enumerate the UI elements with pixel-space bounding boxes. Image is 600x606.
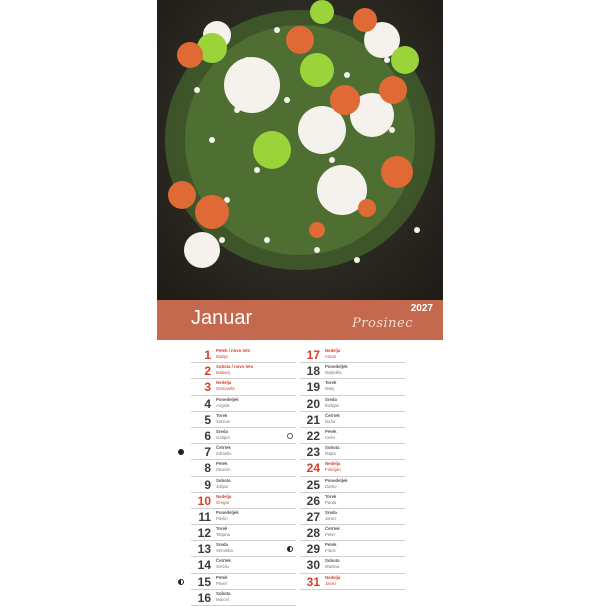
month-banner <box>157 300 443 340</box>
day-row <box>300 444 405 460</box>
day-number: 20 <box>306 396 320 411</box>
day-nameday: Gašper <box>216 434 231 440</box>
day-number: 23 <box>306 445 320 460</box>
day-nameday: Franc <box>325 548 336 554</box>
day-nameday: Marcel <box>216 596 229 602</box>
day-number: 29 <box>306 542 320 557</box>
day-row <box>191 347 296 363</box>
day-row <box>191 509 296 525</box>
day-nameday: Paola <box>325 499 336 505</box>
day-row <box>191 428 296 444</box>
day-row <box>191 396 296 412</box>
day-number: 28 <box>306 526 320 541</box>
day-row <box>191 493 296 509</box>
day-weekday: Sobota / novo leto <box>216 364 254 370</box>
day-nameday: Zdravko <box>216 451 232 457</box>
days-column-left <box>191 347 296 606</box>
day-number: 6 <box>204 428 211 443</box>
day-row <box>300 428 405 444</box>
day-weekday: Četrtek <box>216 445 231 451</box>
day-number: 9 <box>204 477 211 492</box>
day-row <box>300 460 405 476</box>
day-nameday: Srečko <box>216 564 230 570</box>
day-number: 19 <box>306 380 320 395</box>
day-number: 12 <box>197 526 211 541</box>
day-weekday: Sobota <box>325 558 340 564</box>
day-row <box>300 493 405 509</box>
day-number: 25 <box>306 477 320 492</box>
day-row <box>300 412 405 428</box>
day-weekday: Ponedeljek <box>216 509 239 515</box>
day-row <box>191 477 296 493</box>
day-row <box>191 590 296 606</box>
day-number: 13 <box>197 542 211 557</box>
day-number: 7 <box>204 445 211 460</box>
day-weekday: Sobota <box>325 445 340 451</box>
day-nameday: Marija <box>216 354 228 359</box>
day-row <box>191 444 296 460</box>
day-weekday: Sreda <box>325 509 337 515</box>
day-nameday: Simeon <box>216 418 231 424</box>
day-number: 22 <box>306 428 320 443</box>
day-nameday: Julijan <box>216 483 229 489</box>
day-row <box>300 541 405 557</box>
day-row <box>191 525 296 541</box>
day-row <box>191 379 296 395</box>
moon-phase-half-icon <box>178 579 184 585</box>
day-number: 16 <box>197 590 211 605</box>
moon-phase-full-icon <box>287 433 293 439</box>
calendar-page <box>157 0 443 605</box>
month-script-label: Prosinec <box>352 316 413 331</box>
day-row <box>191 574 296 590</box>
day-weekday: Torek <box>325 493 337 499</box>
day-number: 18 <box>306 364 320 379</box>
day-nameday: Veronika <box>216 548 233 554</box>
day-number: 30 <box>306 558 320 573</box>
day-nameday: Celer <box>325 434 336 440</box>
day-number: 10 <box>197 493 211 508</box>
day-row <box>191 557 296 573</box>
day-number: 21 <box>306 412 320 427</box>
day-weekday: Ponedeljek <box>216 396 239 402</box>
day-number: 3 <box>204 380 211 395</box>
day-nameday: Marjetka <box>325 370 342 376</box>
day-nameday: Martina <box>325 564 340 570</box>
day-row <box>300 347 405 363</box>
day-weekday: Četrtek <box>325 412 340 418</box>
bouquet-image <box>157 0 443 300</box>
day-weekday: Četrtek <box>325 526 340 532</box>
day-number: 17 <box>306 348 320 362</box>
day-weekday: Torek <box>325 380 337 386</box>
day-nameday: Rajko <box>325 451 336 457</box>
day-number: 5 <box>204 412 211 427</box>
day-nameday: Felicijan <box>325 467 341 473</box>
day-number: 24 <box>306 461 320 476</box>
month-title: Januar <box>191 307 253 329</box>
day-nameday: Janez <box>325 515 337 521</box>
day-nameday: Pavel <box>216 580 227 586</box>
day-nameday: Boštjan <box>325 402 340 408</box>
day-weekday: Nedelja <box>325 348 341 353</box>
day-nameday: Janez <box>325 580 337 586</box>
day-nameday: Makarij <box>216 370 230 376</box>
day-number: 4 <box>204 396 211 411</box>
day-weekday: Nedelja <box>216 380 232 386</box>
day-nameday: Darko <box>325 483 337 489</box>
day-row <box>300 574 405 590</box>
day-nameday: Angela <box>216 402 230 408</box>
day-row <box>191 363 296 379</box>
day-row <box>191 541 296 557</box>
day-weekday: Petek <box>325 428 337 434</box>
day-number: 8 <box>204 461 211 476</box>
day-weekday: Sreda <box>216 428 228 434</box>
day-number: 27 <box>306 509 320 524</box>
day-row <box>300 509 405 525</box>
day-weekday: Petek / novo leto <box>216 348 251 353</box>
day-weekday: Ponedeljek <box>325 364 348 370</box>
day-weekday: Nedelja <box>325 461 341 467</box>
moon-phase-new-icon <box>178 449 184 455</box>
day-row <box>191 412 296 428</box>
day-number: 1 <box>204 348 211 362</box>
day-row <box>300 379 405 395</box>
day-nameday: Anton <box>325 354 337 359</box>
day-weekday: Petek <box>325 542 337 548</box>
day-nameday: Genovefa <box>216 386 235 392</box>
day-weekday: Sobota <box>216 477 231 483</box>
day-row <box>300 525 405 541</box>
days-column-right <box>300 347 405 590</box>
day-nameday: Marij <box>325 386 335 392</box>
day-weekday: Nedelja <box>216 493 232 499</box>
day-number: 15 <box>197 574 211 589</box>
year-label: 2027 <box>410 303 433 314</box>
day-nameday: Pavlin <box>216 515 228 521</box>
day-row <box>300 363 405 379</box>
day-nameday: Gregor <box>216 499 230 505</box>
day-weekday: Petek <box>216 574 228 580</box>
day-nameday: Tatjana <box>216 532 230 538</box>
day-number: 31 <box>306 574 320 589</box>
day-weekday: Nedelja <box>325 574 341 580</box>
day-row <box>300 557 405 573</box>
day-number: 2 <box>204 364 211 379</box>
day-weekday: Četrtek <box>216 558 231 564</box>
day-row <box>300 396 405 412</box>
day-nameday: Severin <box>216 467 231 473</box>
day-weekday: Torek <box>216 412 228 418</box>
day-number: 11 <box>198 509 211 524</box>
day-weekday: Ponedeljek <box>325 477 348 483</box>
day-weekday: Torek <box>216 526 228 532</box>
day-weekday: Sobota <box>216 590 231 596</box>
day-weekday: Petek <box>216 461 228 467</box>
day-weekday: Sreda <box>216 542 228 548</box>
day-row <box>300 477 405 493</box>
day-weekday: Sreda <box>325 396 337 402</box>
bouquet-photo <box>157 0 443 300</box>
day-row <box>191 460 296 476</box>
day-number: 26 <box>306 493 320 508</box>
day-nameday: Peter <box>325 532 336 538</box>
day-nameday: Neža <box>325 418 336 424</box>
day-number: 14 <box>197 558 211 573</box>
